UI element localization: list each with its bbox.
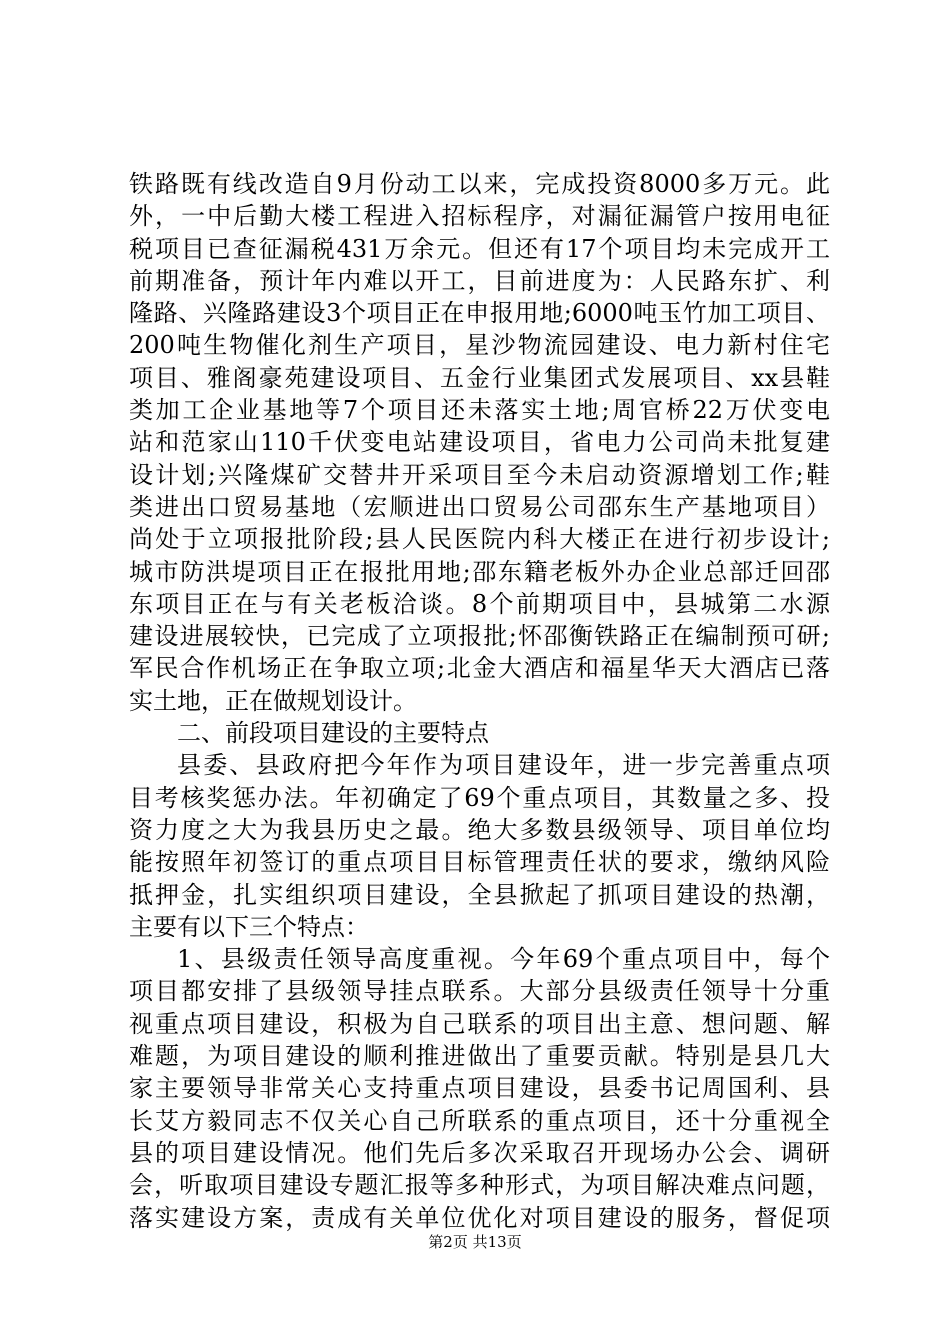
text-line: 难题，为项目建设的顺利推进做出了重要贡献。特别是县几大 (129, 1042, 830, 1071)
text-line: 视重点项目建设，积极为自己联系的项目出主意、想问题、解 (129, 1009, 830, 1038)
text-line: 外，一中后勤大楼工程进入招标程序，对漏征漏管户按用电征 (129, 202, 830, 231)
text-line: 1、县级责任领导高度重视。今年69个重点项目中，每个 (177, 945, 830, 974)
text-line: 200吨生物催化剂生产项目，星沙物流园建设、电力新村住宅 (129, 331, 830, 360)
text-line: 城市防洪堤项目正在报批用地;邵东籍老板外办企业总部迁回邵 (129, 557, 830, 586)
text-line: 站和范家山110千伏变电站建设项目，省电力公司尚未批复建 (129, 428, 830, 457)
page-footer: 第2页 共13页 (428, 1233, 522, 1251)
text-line: 类加工企业基地等7个项目还未落实土地;周官桥22万伏变电 (129, 396, 830, 425)
text-line: 长艾方毅同志不仅关心自己所联系的重点项目，还十分重视全 (129, 1106, 830, 1135)
text-line: 目考核奖惩办法。年初确定了69个重点项目，其数量之多、投 (129, 783, 830, 812)
text-line: 能按照年初签订的重点项目目标管理责任状的要求，缴纳风险 (129, 848, 830, 877)
text-line: 建设进展较快，已完成了立项报批;怀邵衡铁路正在编制预可研; (129, 622, 830, 651)
text-line: 项目都安排了县级领导挂点联系。大部分县级责任领导十分重 (129, 977, 830, 1006)
text-line: 税项目已查征漏税431万余元。但还有17个项目均未完成开工 (129, 234, 830, 263)
text-line: 类进出口贸易基地（宏顺进出口贸易公司邵东生产基地项目） (129, 492, 830, 521)
text-line: 军民合作机场正在争取立项;北金大酒店和福星华天大酒店已落 (129, 654, 830, 683)
text-line: 铁路既有线改造自9月份动工以来，完成投资8000多万元。此 (129, 170, 830, 198)
text-line: 县委、县政府把今年作为项目建设年，进一步完善重点项 (177, 751, 830, 780)
text-line: 尚处于立项报批阶段;县人民医院内科大楼正在进行初步设计; (129, 525, 830, 554)
text-line: 落实建设方案，责成有关单位优化对项目建设的服务，督促项 (129, 1203, 830, 1232)
text-line: 实土地，正在做规划设计。 (129, 686, 417, 715)
text-line: 抵押金，扎实组织项目建设，全县掀起了抓项目建设的热潮， (129, 880, 830, 909)
text-line: 隆路、兴隆路建设3个项目正在申报用地;6000吨玉竹加工项目、 (129, 299, 830, 328)
text-line: 设计划;兴隆煤矿交替井开采项目至今未启动资源增划工作;鞋 (129, 460, 830, 489)
text-line: 会，听取项目建设专题汇报等多种形式，为项目解决难点问题， (129, 1171, 830, 1200)
text-line: 东项目正在与有关老板洽谈。8个前期项目中，县城第二水源 (129, 589, 830, 618)
document-body (129, 168, 830, 1234)
text-line: 主要有以下三个特点： (129, 912, 369, 941)
text-line: 县的项目建设情况。他们先后多次采取召开现场办公会、调研 (129, 1138, 830, 1167)
text-line: 二、前段项目建设的主要特点 (177, 719, 489, 748)
text-line: 前期准备，预计年内难以开工，目前进度为：人民路东扩、利 (129, 266, 830, 295)
text-line: 资力度之大为我县历史之最。绝大多数县级领导、项目单位均 (129, 815, 830, 844)
text-line: 项目、雅阁豪苑建设项目、五金行业集团式发展项目、xx县鞋 (129, 363, 830, 392)
text-line: 家主要领导非常关心支持重点项目建设，县委书记周国利、县 (129, 1074, 830, 1103)
